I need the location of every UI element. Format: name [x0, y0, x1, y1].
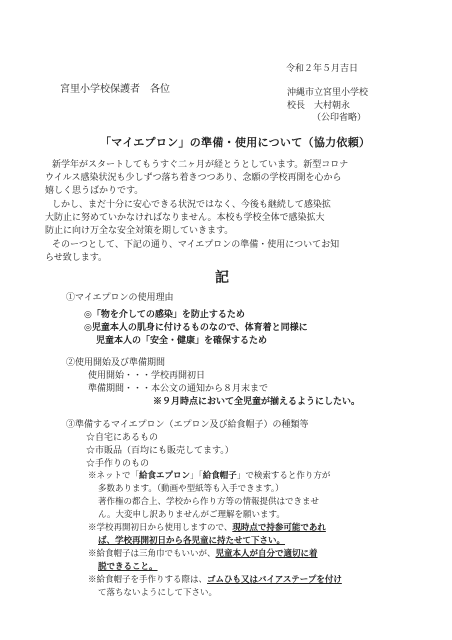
handmade-line-2: て落ちないようにして下さい。 [98, 588, 218, 598]
handmade-line [88, 576, 342, 586]
copyright-line: ん。大変申し訳ありませんがご理解を願います。 [98, 510, 285, 520]
intro-line: しかし、まだ十分に安心できる状況ではなく、今後も継続して感染拡 [52, 200, 331, 210]
net-text: 」「 [190, 471, 203, 481]
use-text: ※学校再開初日から使用しますので、 [88, 523, 233, 533]
intro-line: ウイルス感染状況も少しずつ落ち着きつつあり、念願の学校再開を心から [45, 173, 342, 183]
net-line-2: 多数あります。（動画や型紙等も入手できます。） [98, 484, 284, 494]
net-search-line [88, 472, 330, 482]
intro-line: 嬉しく思うばかりです。 [45, 186, 144, 196]
net-text: ※ネットで「 [88, 471, 140, 481]
ki-heading: 記 [215, 270, 231, 286]
date: 令和２年５月吉日 [286, 64, 359, 74]
recipients: 宮里小学校保護者 各位 [60, 84, 170, 95]
intro-line: 防止に向け万全な安全対策を期していきます。 [45, 226, 234, 236]
intro-line: そのーつとして、下記の通り、マイエプロンの準備・使用についてお知 [52, 240, 340, 250]
section1-line: 児童本人の「安全・健康」を確保するため [96, 336, 268, 346]
option-line: ☆手作りのもの [86, 459, 150, 469]
section2-note: ※９月時点において全児童が揃えるようにしたい。 [153, 397, 361, 407]
keyword-cap: 給食帽子 [202, 471, 237, 481]
section1-line: ◎児童本人の肌身に付けるものなので、体育着と同様に [84, 323, 308, 333]
net-text: 」で検索すると作り方が [236, 471, 331, 481]
handmade-emphasis: ゴムひも又はバイアステープを付け [207, 575, 342, 585]
sender-principal: 校長 大村朝永 [287, 101, 351, 111]
use-line [88, 524, 326, 534]
copyright-line: 著作権の都合上、学校から作り方等の情報提供はできませ [98, 497, 320, 507]
section2-start: 使用開始・・・学校再開初日 [88, 371, 206, 381]
option-line: ☆自宅にあるもの [86, 433, 159, 443]
page-title: 「マイエプロン」の準備・使用について（協力依頼） [100, 136, 371, 149]
option-line: ☆市販品（百均にも販売してます。） [86, 446, 234, 456]
section2-period: 準備期間・・・本公文の通知から８月末まで [88, 384, 269, 394]
cap-line-2: 脱できること。 [98, 562, 158, 572]
intro-line: らせ致します。 [45, 253, 108, 263]
sender-school: 沖縄市立宮里小学校 [287, 88, 369, 98]
intro-line: 大防止に努めていかなければなりません。本校も学校全体で感染拡大 [45, 213, 325, 223]
use-line-2: ば、学校再開初日から各児童に持たせて下さい。 [98, 536, 286, 546]
section1-heading: ①マイエプロンの使用理由 [66, 293, 174, 303]
section2-heading: ②使用開始及び準備期間 [66, 358, 166, 368]
use-emphasis: 現時点で持参可能であれ [232, 523, 326, 533]
intro-line: 新学年がスタートしてもうすぐ二ヶ月が経とうとしています。新型コロナ [52, 160, 349, 170]
cap-emphasis: 児童本人が自分で適切に着 [215, 549, 318, 559]
cap-line [88, 550, 318, 560]
cap-text: ※給食帽子は三角巾でもいいが、 [88, 549, 216, 559]
section3-heading: ③準備するマイエプロン（エプロン及び給食帽子）の種類等 [66, 420, 309, 430]
handmade-text: ※給食帽子を手作りする際は、 [88, 575, 208, 585]
keyword-apron: 給食エプロン [139, 471, 191, 481]
sender-note: （公印省略） [312, 113, 367, 123]
section1-line: ◎「物を介しての感染」を防止するため [84, 310, 245, 320]
